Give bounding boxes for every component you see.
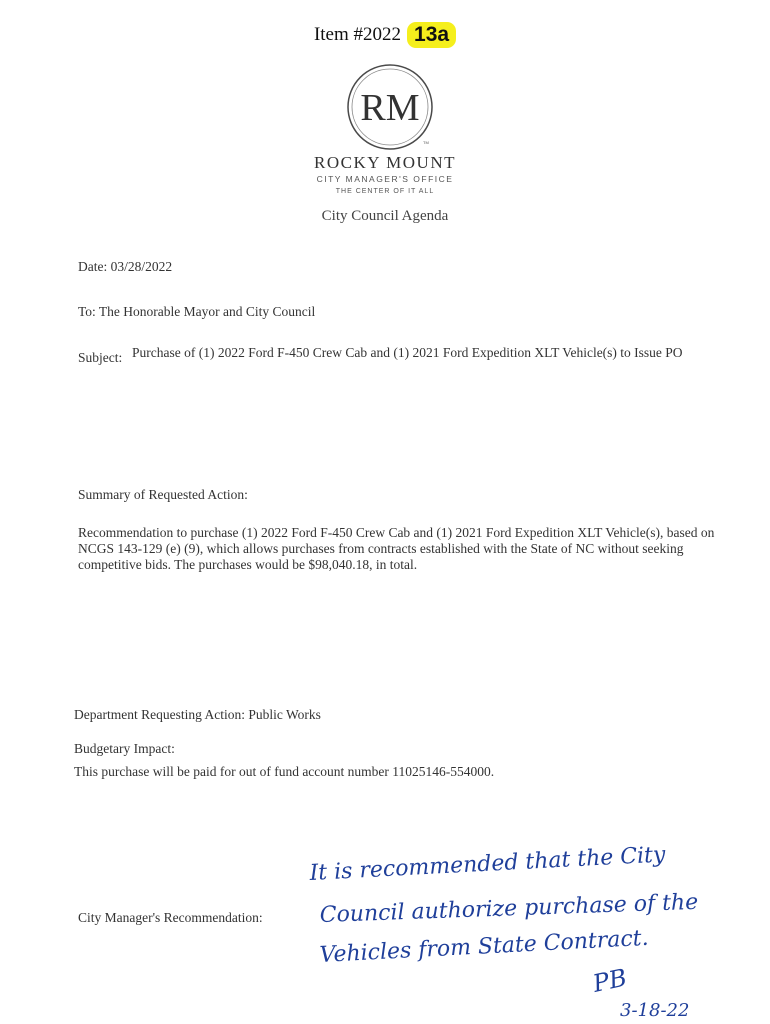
agenda-title: City Council Agenda (321, 208, 449, 224)
summary-heading: Summary of Requested Action: (78, 487, 248, 502)
svg-text:TM: TM (423, 140, 429, 145)
date-line: Date: 03/28/2022 (78, 259, 173, 274)
handwritten-date: 3-18-22 (620, 1000, 690, 1020)
handwritten-line-3: Vehicles from State Contract. (319, 925, 650, 968)
to-line: To: The Honorable Mayor and City Council (78, 304, 316, 319)
budget-heading: Budgetary Impact: (74, 741, 175, 756)
city-manager-label: City Manager's Recommendation: (78, 910, 263, 925)
handwritten-initials: PB (590, 963, 630, 998)
handwritten-line-2: Council authorize purchase of the (319, 889, 699, 928)
item-number-label: Item #2022 (313, 24, 402, 45)
subject-label: Subject: (78, 350, 123, 365)
handwritten-recommendation (300, 830, 740, 1020)
logo-monogram: RM (360, 87, 420, 129)
logo-office-line: CITY MANAGER'S OFFICE (316, 174, 454, 184)
department-line: Department Requesting Action: Public Works (74, 707, 321, 722)
logo-tagline: THE CENTER OF IT ALL (335, 188, 435, 195)
handwritten-line-1: It is recommended that the City (309, 842, 666, 886)
item-header (0, 22, 770, 48)
rocky-mount-logo (345, 62, 435, 152)
item-badge: 13a (407, 22, 456, 48)
summary-text: Recommendation to purchase (1) 2022 Ford F-450 Crew Cab and (1) 2021 Ford Expedition XLT Vehicle(s), based on NCGS 143-129 (e) (9), which allows purchases from contracts established with the State of NC without seeking competitive bids. The purchases would be $98,040.18, in total. (78, 525, 715, 572)
logo-wordmark: ROCKY MOUNT (314, 153, 456, 172)
budget-text: This purchase will be paid for out of fund account number 11025146-554000. (74, 764, 495, 779)
subject-text: Purchase of (1) 2022 Ford F-450 Crew Cab and (1) 2021 Ford Expedition XLT Vehicle(s) to Issue PO (132, 345, 683, 360)
